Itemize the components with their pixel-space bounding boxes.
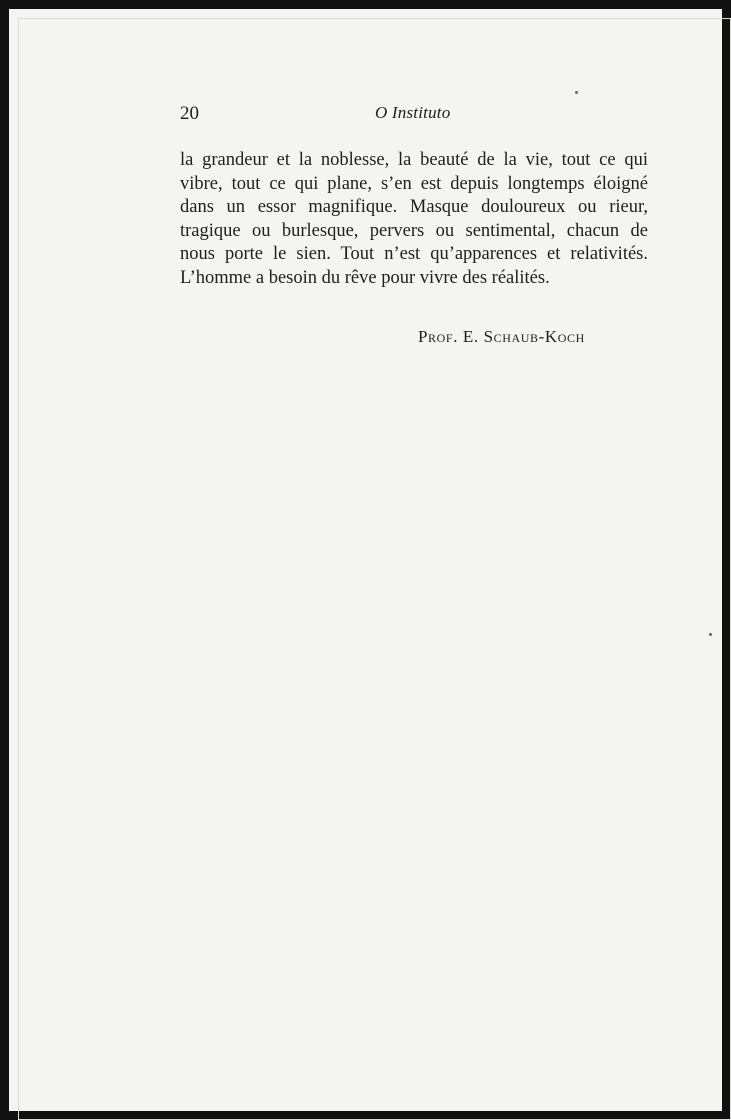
body-paragraph <box>180 149 648 291</box>
paper-speck <box>575 91 578 94</box>
body-line: L’homme a besoin du rêve pour vivre des réalités. <box>180 267 550 288</box>
body-line: nous porte le sien. Tout n’est qu’apparences et relativités. <box>180 244 648 265</box>
body-line: dans un essor magnifique. Masque douloureux ou rieur, <box>180 197 648 218</box>
author-signature: Prof. E. Schaub-Koch <box>418 327 585 346</box>
body-line: tragique ou burlesque, pervers ou sentimental, chacun de <box>180 220 648 241</box>
page-number: 20 <box>180 103 199 124</box>
body-line: la grandeur et la noblesse, la beauté de la vie, tout ce qui <box>180 150 648 170</box>
page-header <box>180 103 645 127</box>
paper-speck <box>709 633 712 636</box>
body-line: vibre, tout ce qui plane, s’en est depuis longtemps éloigné <box>180 173 648 194</box>
running-head-title: O Instituto <box>375 103 451 122</box>
